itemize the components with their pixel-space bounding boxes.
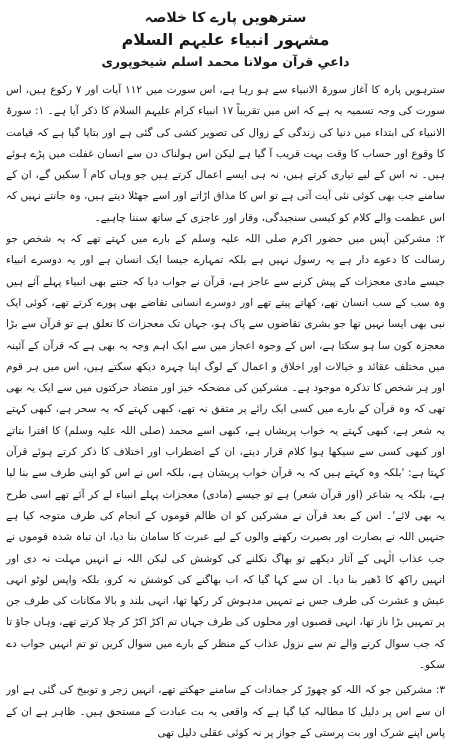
paragraph: سترہویں پارہ کا آغاز سورۃ الانبیاء سے ہو رہا ہے، اس سورت میں ۱۱۲ آیات اور ۷ رکوع ہیں، اس سورت کی وجہ تسمیہ یہ ہے کہ اس میں تقریباً ۱۷ انبیاء کرام علیہم السلام کا ذکر آیا ہے۔ ۱: سورۃ الانبیاء کی ابتداء میں دنیا کی زندگی کے زوال کی تصویر کشی کی گئی ہے اور بتایا گیا ہے کہ قیامت کا وقوع اور حساب کا وقت بہت قریب آ گیا ہے لیکن اس ہولناک دن سے انسان غفلت میں پڑے ہوئے ہیں۔ نہ اس کے لیے تیاری کرتے ہیں، نہ ہی ایسے اعمال کرتے ہیں جو وہاں کام آ سکیں گے، ان کے سامنے جب بھی کوئی نئی آیت آتی ہے تو اس کا مذاق اڑاتے اور اسے جھٹلا دیتے ہیں، وہ جانتے نہیں کہ اس عظمت والے کلام کو کیسی سنجیدگی، وقار اور عاجزی کے ساتھ سننا چاہیے۔ — [6, 84, 445, 224]
page-subtitle: مشہور انبیاء علیہم السلام — [121, 30, 330, 49]
article-body — [6, 80, 445, 744]
page-title: سترھویں پارے کا خلاصہ — [144, 10, 307, 26]
paragraph: ۳: مشرکین جو کہ اللہ کو چھوڑ کر جمادات کے سامنے جھکتے تھے، انہیں زجر و توبیخ کی گئی ہے اور ان سے اس پر دلیل کا مطالبہ کیا گیا ہے کہ واقعی یہ بت عبادت کے مستحق ہیں۔ ظاہر ہے ان کے پاس اپنے شرک اور بت پرستی کے جواز پر نہ کوئی عقلی دلیل تھی — [6, 684, 445, 739]
article-header — [6, 8, 445, 72]
author-line: داعیِ قرآن مولانا محمد اسلم شیخوپوری — [101, 54, 350, 69]
paragraph: ۲: مشرکین آپس میں حضور اکرم صلی اللہ علیہ وسلم کے بارے میں کہتے تھے کہ یہ شخص جو رسالت کا دعوے دار ہے یہ رسول نہیں ہے بلکہ تمہارے جیسا ایک انسان ہے اور یہ دوسرے انبیاء جیسے مادی معجزات کے پیش کرنے سے عاجز ہے، قرآن نے جواب دیا کہ جتنے بھی انبیاء پہلے آئے ہیں وہ سب کے سب انسان تھے، کھاتے پیتے تھے اور دوسرے انسانی تقاضے بھی پورے کرتے تھے، کوئی ایک نبی بھی ایسا نہیں تھا جو بشری تقاضوں سے پاک ہو، جہاں تک معجزات کا تعلق ہے تو قرآن سے بڑا معجزہ کون سا ہو سکتا ہے، اس کے وجوہ اعجاز میں سے ایک اہم وجہ یہ بھی ہے کہ قرآن کے آئینہ میں مختلف عقائد و خیالات اور اخلاق و اعمال کے لوگ اپنا چہرہ دیکھ سکتے ہیں، اس میں ہر قوم اور ہر شخص کا تذکرہ موجود ہے۔ مشرکین کی مضحکہ خیز اور متضاد حرکتوں میں سے ایک یہ بھی تھی کہ وہ قرآن کے بارے میں کسی ایک رائے پر متفق نہ تھے، کبھی کہتے کہ یہ سحر ہے، کبھی کہتے یہ شعر ہے، کبھی کہتے یہ خواب پریشاں ہے، کبھی اسے محمد (صلی اللہ علیہ وسلم) کا افترا بتاتے اور کبھی کسی سے سیکھا ہوا کلام قرار دیتے، ان کے اضطراب اور اختلاف کا ذکر کرتے ہوئے قرآن کہتا ہے: 'بلکہ وہ کہتے ہیں کہ یہ قرآن خواب پریشان ہے، بلکہ اس نے اس کو اپنی طرف سے بنا لیا ہے، بلکہ یہ شاعر (اور قرآن شعر) ہے تو جیسے (مادی) معجزات پہلے انبیاء لے کر آئے تھے اسی طرح یہ بھی لائے'۔ اس کے بعد قرآن نے مشرکین کو ان ظالم قوموں کے انجام کی طرف متوجہ کیا ہے جنہیں اللہ نے بصارت اور بصیرت رکھنے والوں کے لیے عبرت کا سامان بنا دیا، ان تباہ شدہ قوموں نے جب عذاب الٰہی کے آثار دیکھے تو بھاگ نکلنے کی کوشش کی لیکن اللہ نے انہیں مہلت نہ دی اور انہیں راکھ کا ڈھیر بنا دیا۔ ان سے کہا گیا کہ اب بھاگنے کی کوشش نہ کرو، بلکہ واپس لوٹو انہی عیش و عشرت کی طرف جس نے تمہیں مدہوش کر رکھا تھا، انہی بلند و بالا مکانات کی طرف جن پر تمہیں بڑا ناز تھا، انہی قصبوں اور محلوں کی طرف جہاں تم اکڑ اکڑ کر چلا کرتے تھے، وہاں جاؤ تا کہ جب سوال کرنے والے تم سے نزول عذاب کے منظر کے بارے میں سوال کریں تو تم انہیں جواب دے سکو۔ — [6, 233, 445, 672]
